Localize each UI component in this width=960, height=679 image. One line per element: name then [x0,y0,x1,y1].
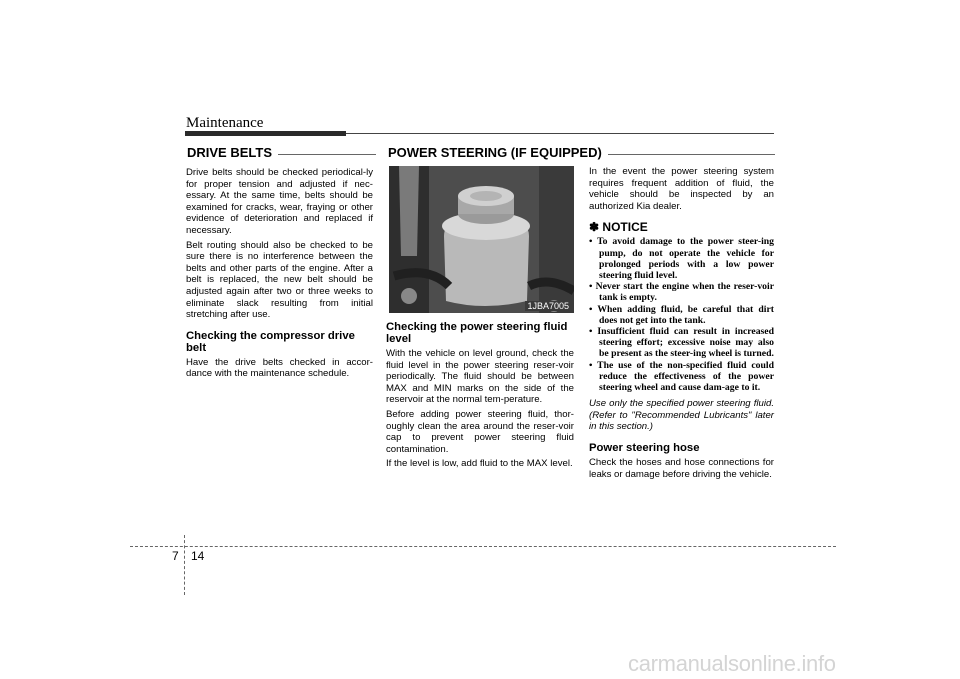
notice-item: • When adding fluid, be careful that dirt does not get into the tank. [589,303,774,326]
page-number: 14 [191,549,205,563]
compressor-belt-para: Have the drive belts checked in accor-dance with the maintenance schedule. [186,356,373,380]
right-column [589,166,774,480]
notice-list [589,236,774,393]
notice-title: NOTICE [602,220,648,235]
notice-star-icon: ✽ [589,220,600,235]
compressor-belt-heading: Checking the compressor drive belt [186,329,355,354]
header-rule [185,131,774,136]
drive-belts-para-1: Drive belts should be checked periodical-ly for proper tension and adjusted if nec-essary. At the same time, belts should be examined for cracks, wear, fraying or other evidence of deterioration and replaced if necessary. [186,167,373,236]
fluid-level-para-3: If the level is low, add fluid to the MAX level. [386,458,573,470]
section-title: Maintenance [186,115,264,131]
notice-item: • Never start the engine when the reser-voir tank is empty. [589,281,774,304]
left-column [186,167,373,380]
notice-item: • Insufficient fluid can result in increased steering effort; excessive noise may also be present as the steer-ing wheel is turned. [589,326,774,360]
fluid-level-para-1: With the vehicle on level ground, check the fluid level in the power steering reser-voir periodically. The fluid should be between MAX and MIN marks on the side of the reservoir at the normal tem-perature. [386,348,574,406]
inspection-para: In the event the power steering system requires frequent addition of fluid, the vehicle should be inspected by an authorized Kia dealer. [589,166,774,212]
notice-item: • To avoid damage to the power steer-ing pump, do not operate the vehicle for prolonged periods with a low power steering fluid level. [589,236,774,281]
drive-belts-para-2: Belt routing should also be checked to be sure there is no interference between the belts and other parts of the engine. After a belt is replaced, the new belt should be adjusted again after two or three weeks to eliminate slack resulting from initial stretching after use. [186,239,373,321]
header-rule-line [346,133,774,134]
notice-heading [589,220,774,234]
notice-box [589,220,774,393]
middle-column [386,321,574,470]
fluid-level-heading: Checking the power steering fluid level [386,321,568,345]
power-steering-heading: POWER STEERING (IF EQUIPPED) [382,144,608,164]
notice-item: • The use of the non-specified fluid could reduce the effectiveness of the power steering wheel and cause dam-age to it. [589,359,774,394]
footer-dashed-rule [130,546,836,547]
reservoir-photo [389,166,574,313]
fluid-level-para-2: Before adding power steering fluid, thor-oughly clean the area around the reser-voir cap to prevent power steering fluid contamination. [386,408,574,455]
footer-dashed-divider [184,535,185,595]
photo-code-label: 1JBA7005 [527,301,569,311]
site-watermark: carmanualsonline.info [628,651,836,676]
chapter-number: 7 [172,549,179,563]
hose-para: Check the hoses and hose connections for leaks or damage before driving the vehicle. [589,457,774,480]
hose-heading: Power steering hose [589,442,700,454]
reservoir-illustration [389,166,574,313]
header-rule-dark [185,131,346,136]
drive-belts-heading: DRIVE BELTS [181,144,278,164]
specified-fluid-note: Use only the specified power steering fluid. (Refer to "Recommended Lubricants" later in this section.) [589,398,774,433]
